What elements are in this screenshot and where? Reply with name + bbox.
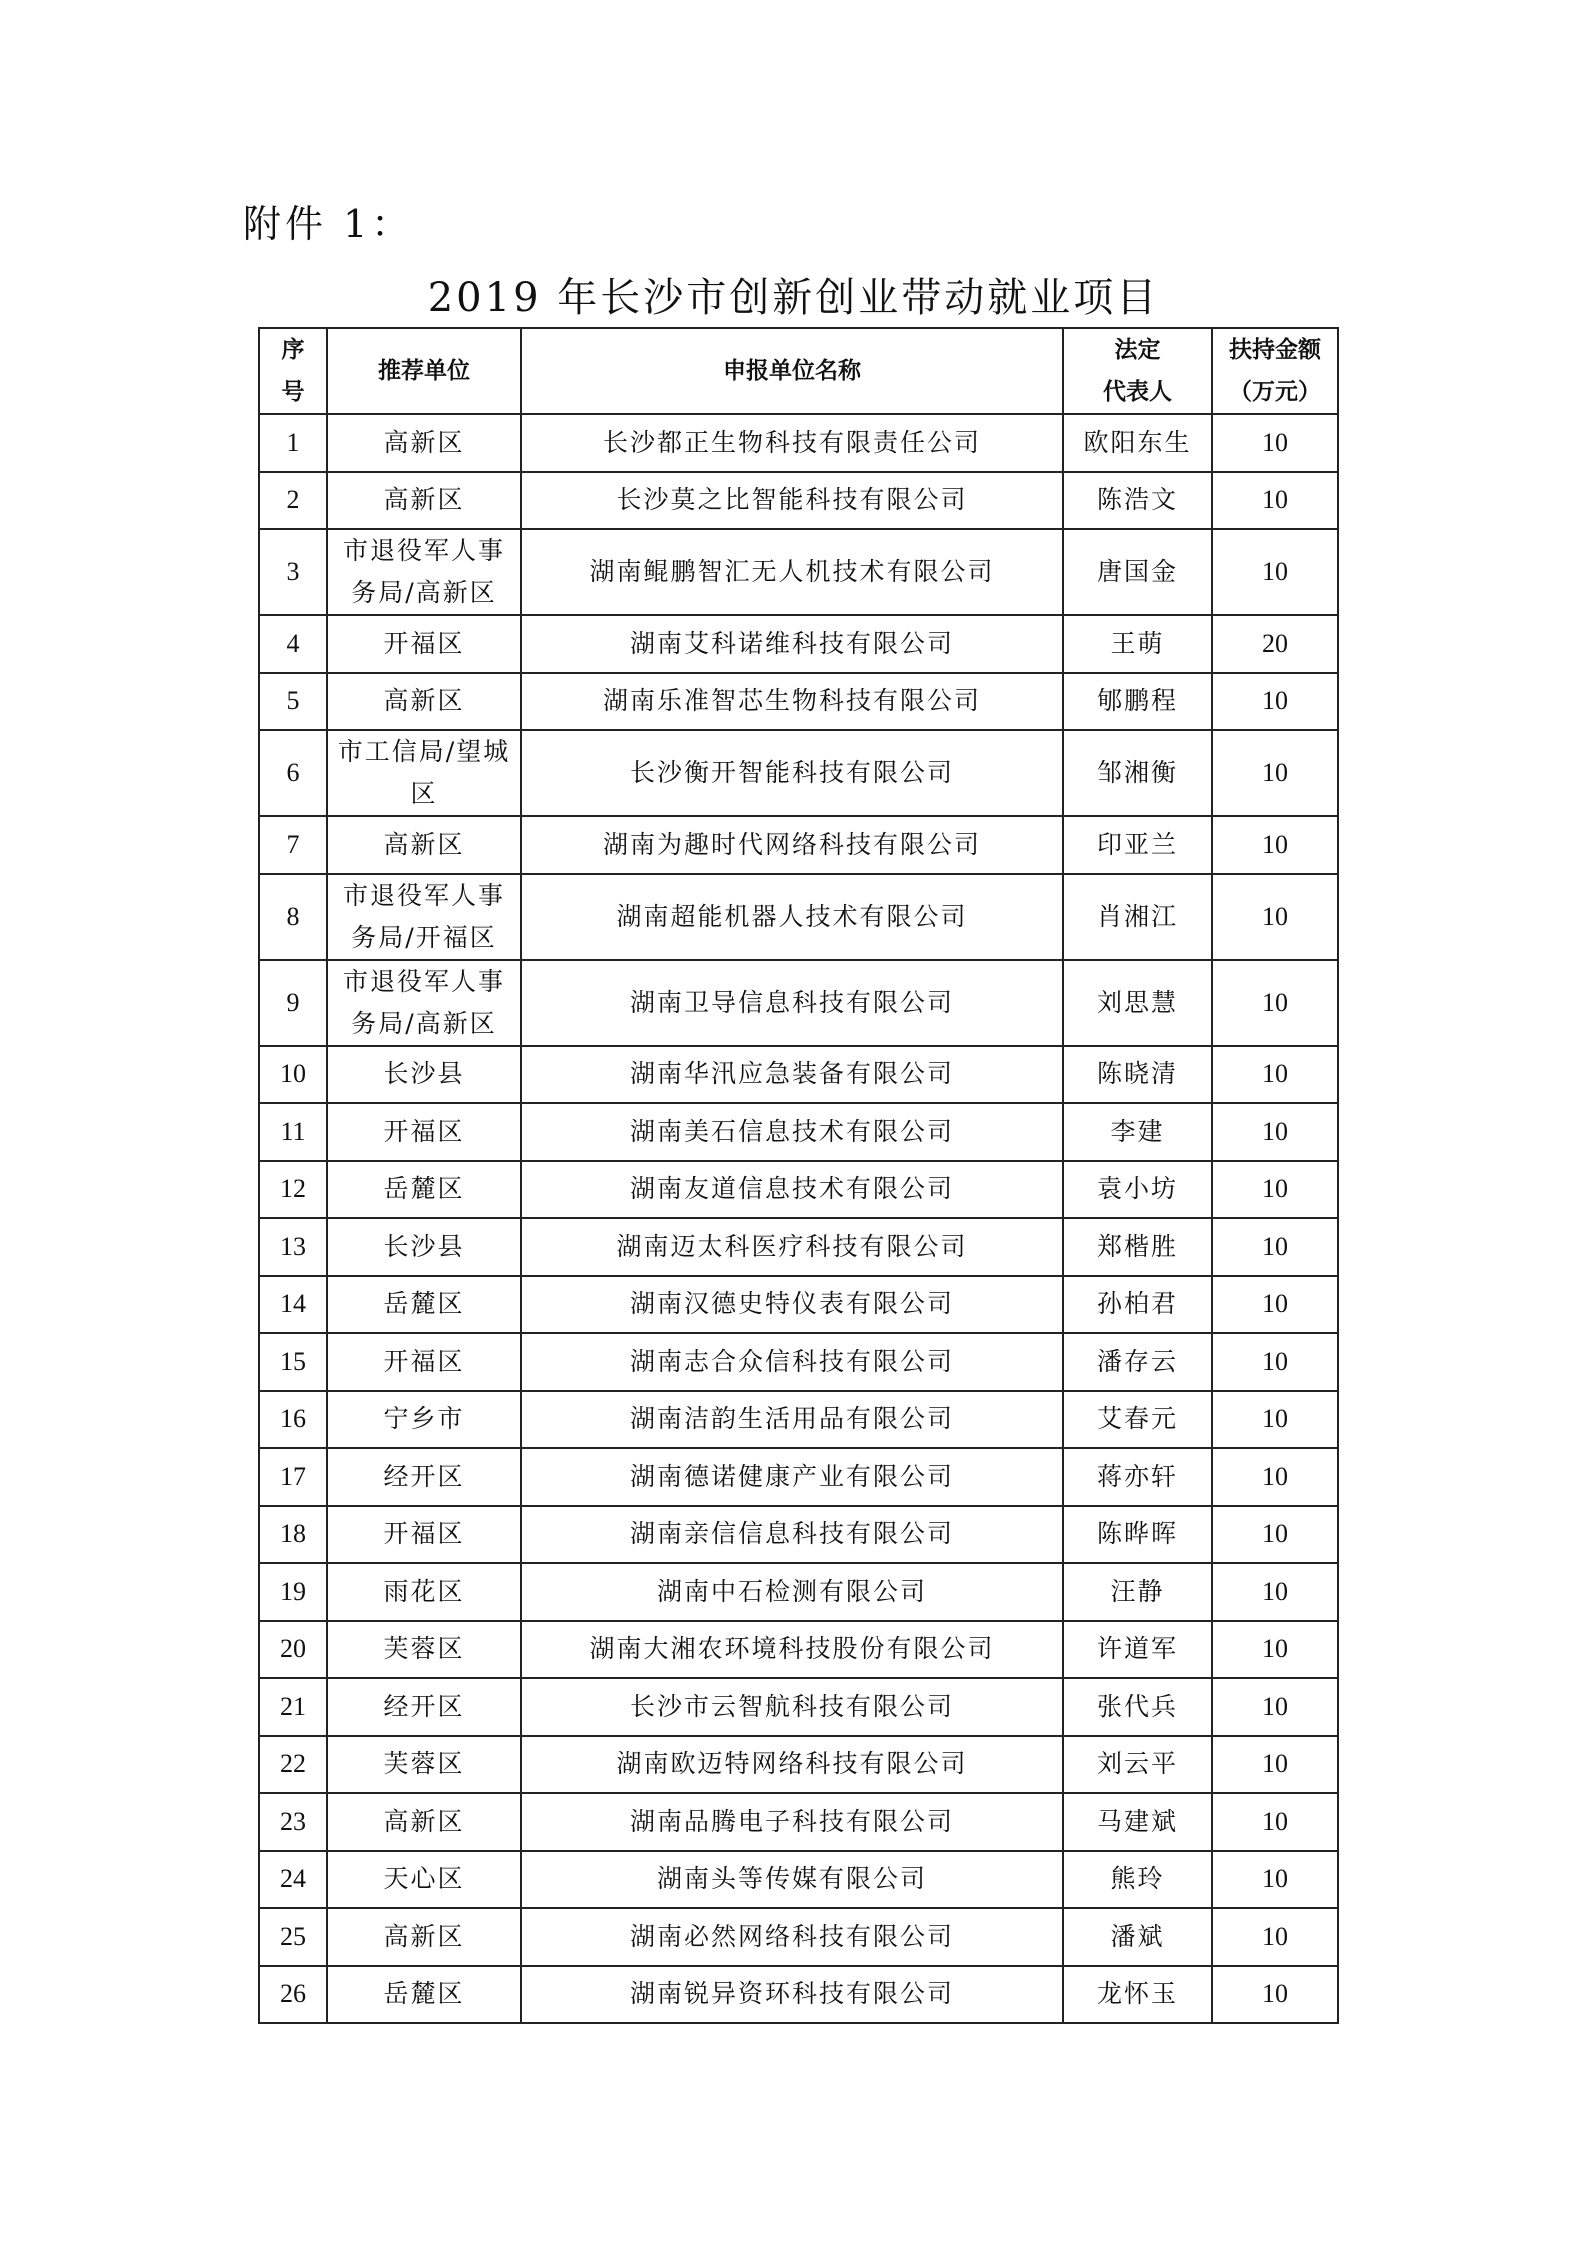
- row-recommender: 高新区: [327, 1908, 521, 1966]
- row-amount: 10: [1212, 673, 1338, 731]
- table-row: [259, 529, 1338, 615]
- table-row: [259, 1563, 1338, 1621]
- row-amount: 10: [1212, 1908, 1338, 1966]
- row-representative: 马建斌: [1063, 1793, 1212, 1851]
- row-recommender: 经开区: [327, 1448, 521, 1506]
- row-company: 湖南迈太科医疗科技有限公司: [521, 1218, 1063, 1276]
- row-seq: 23: [259, 1793, 327, 1851]
- row-company: 湖南亲信信息科技有限公司: [521, 1506, 1063, 1564]
- row-seq: 18: [259, 1506, 327, 1564]
- row-recommender: 经开区: [327, 1678, 521, 1736]
- row-recommender: 雨花区: [327, 1563, 521, 1621]
- row-seq: 8: [259, 874, 327, 960]
- table-row: [259, 1161, 1338, 1219]
- row-seq: 3: [259, 529, 327, 615]
- table-row: [259, 1506, 1338, 1564]
- row-recommender: 高新区: [327, 472, 521, 530]
- row-amount: 10: [1212, 1966, 1338, 2024]
- table-row: [259, 1908, 1338, 1966]
- row-representative: 印亚兰: [1063, 816, 1212, 874]
- row-recommender: 开福区: [327, 1506, 521, 1564]
- row-company: 长沙衡开智能科技有限公司: [521, 730, 1063, 816]
- table-row: [259, 1333, 1338, 1391]
- row-representative: 王萌: [1063, 615, 1212, 673]
- row-amount: 10: [1212, 1103, 1338, 1161]
- row-company: 湖南洁韵生活用品有限公司: [521, 1391, 1063, 1449]
- row-amount: 10: [1212, 1333, 1338, 1391]
- row-representative: 郑楷胜: [1063, 1218, 1212, 1276]
- row-recommender: 市退役军人事务局/高新区: [327, 529, 521, 615]
- row-seq: 12: [259, 1161, 327, 1219]
- row-representative: 邹湘衡: [1063, 730, 1212, 816]
- row-company: 湖南汉德史特仪表有限公司: [521, 1276, 1063, 1334]
- row-company: 湖南卫导信息科技有限公司: [521, 960, 1063, 1046]
- row-representative: 张代兵: [1063, 1678, 1212, 1736]
- row-amount: 10: [1212, 1736, 1338, 1794]
- table-row: [259, 1391, 1338, 1449]
- row-seq: 25: [259, 1908, 327, 1966]
- row-amount: 10: [1212, 960, 1338, 1046]
- row-amount: 10: [1212, 529, 1338, 615]
- row-company: 湖南大湘农环境科技股份有限公司: [521, 1621, 1063, 1679]
- row-company: 湖南华汛应急装备有限公司: [521, 1046, 1063, 1104]
- row-company: 长沙都正生物科技有限责任公司: [521, 414, 1063, 472]
- row-recommender: 开福区: [327, 1333, 521, 1391]
- row-representative: 汪静: [1063, 1563, 1212, 1621]
- row-company: 长沙市云智航科技有限公司: [521, 1678, 1063, 1736]
- table-row: [259, 1621, 1338, 1679]
- table-row: [259, 1276, 1338, 1334]
- row-recommender: 市工信局/望城区: [327, 730, 521, 816]
- row-amount: 10: [1212, 874, 1338, 960]
- table-row: [259, 874, 1338, 960]
- row-company: 湖南必然网络科技有限公司: [521, 1908, 1063, 1966]
- row-company: 湖南为趣时代网络科技有限公司: [521, 816, 1063, 874]
- row-company: 湖南艾科诺维科技有限公司: [521, 615, 1063, 673]
- row-company: 湖南乐准智芯生物科技有限公司: [521, 673, 1063, 731]
- table-row: [259, 1793, 1338, 1851]
- row-representative: 刘思慧: [1063, 960, 1212, 1046]
- row-amount: 10: [1212, 414, 1338, 472]
- table-row: [259, 1103, 1338, 1161]
- row-amount: 10: [1212, 1563, 1338, 1621]
- row-representative: 李建: [1063, 1103, 1212, 1161]
- row-recommender: 高新区: [327, 1793, 521, 1851]
- table-row: [259, 960, 1338, 1046]
- row-seq: 16: [259, 1391, 327, 1449]
- row-company: 湖南锐异资环科技有限公司: [521, 1966, 1063, 2024]
- row-representative: 潘斌: [1063, 1908, 1212, 1966]
- row-seq: 11: [259, 1103, 327, 1161]
- row-representative: 陈浩文: [1063, 472, 1212, 530]
- table-row: [259, 1678, 1338, 1736]
- header-amount: 扶持金额 （万元）: [1212, 328, 1338, 414]
- row-amount: 20: [1212, 615, 1338, 673]
- header-seq: 序 号: [259, 328, 327, 414]
- row-company: 湖南鲲鹏智汇无人机技术有限公司: [521, 529, 1063, 615]
- row-recommender: 芙蓉区: [327, 1736, 521, 1794]
- row-recommender: 长沙县: [327, 1218, 521, 1276]
- row-representative: 熊玲: [1063, 1851, 1212, 1909]
- row-representative: 蒋亦轩: [1063, 1448, 1212, 1506]
- row-recommender: 岳麓区: [327, 1966, 521, 2024]
- table-row: [259, 1448, 1338, 1506]
- row-representative: 袁小坊: [1063, 1161, 1212, 1219]
- table-row: [259, 730, 1338, 816]
- row-company: 湖南德诺健康产业有限公司: [521, 1448, 1063, 1506]
- row-amount: 10: [1212, 1621, 1338, 1679]
- row-recommender: 市退役军人事务局/高新区: [327, 960, 521, 1046]
- row-seq: 9: [259, 960, 327, 1046]
- row-seq: 24: [259, 1851, 327, 1909]
- table-row: [259, 1046, 1338, 1104]
- row-company: 湖南超能机器人技术有限公司: [521, 874, 1063, 960]
- table-row: [259, 816, 1338, 874]
- row-seq: 1: [259, 414, 327, 472]
- row-amount: 10: [1212, 816, 1338, 874]
- row-representative: 唐国金: [1063, 529, 1212, 615]
- row-recommender: 岳麓区: [327, 1276, 521, 1334]
- row-representative: 郇鹏程: [1063, 673, 1212, 731]
- row-amount: 10: [1212, 1218, 1338, 1276]
- table-row: [259, 1966, 1338, 2024]
- table-header-row: [259, 328, 1338, 414]
- row-recommender: 高新区: [327, 816, 521, 874]
- row-representative: 龙怀玉: [1063, 1966, 1212, 2024]
- table-row: [259, 1218, 1338, 1276]
- row-amount: 10: [1212, 1391, 1338, 1449]
- row-representative: 孙柏君: [1063, 1276, 1212, 1334]
- row-amount: 10: [1212, 1046, 1338, 1104]
- table-row: [259, 414, 1338, 472]
- row-seq: 21: [259, 1678, 327, 1736]
- project-table: [258, 327, 1339, 2024]
- row-company: 湖南欧迈特网络科技有限公司: [521, 1736, 1063, 1794]
- table-row: [259, 615, 1338, 673]
- row-amount: 10: [1212, 1793, 1338, 1851]
- row-seq: 7: [259, 816, 327, 874]
- row-representative: 欧阳东生: [1063, 414, 1212, 472]
- row-amount: 10: [1212, 1276, 1338, 1334]
- row-representative: 许道军: [1063, 1621, 1212, 1679]
- row-representative: 陈晓清: [1063, 1046, 1212, 1104]
- table-row: [259, 673, 1338, 731]
- row-representative: 陈晔晖: [1063, 1506, 1212, 1564]
- row-seq: 5: [259, 673, 327, 731]
- row-recommender: 高新区: [327, 414, 521, 472]
- row-representative: 刘云平: [1063, 1736, 1212, 1794]
- row-seq: 22: [259, 1736, 327, 1794]
- row-amount: 10: [1212, 1678, 1338, 1736]
- row-seq: 13: [259, 1218, 327, 1276]
- row-company: 湖南友道信息技术有限公司: [521, 1161, 1063, 1219]
- row-amount: 10: [1212, 1448, 1338, 1506]
- row-recommender: 岳麓区: [327, 1161, 521, 1219]
- row-seq: 26: [259, 1966, 327, 2024]
- table-row: [259, 1736, 1338, 1794]
- row-company: 湖南品腾电子科技有限公司: [521, 1793, 1063, 1851]
- header-company: 申报单位名称: [521, 328, 1063, 414]
- row-company: 湖南中石检测有限公司: [521, 1563, 1063, 1621]
- row-company: 湖南美石信息技术有限公司: [521, 1103, 1063, 1161]
- row-seq: 10: [259, 1046, 327, 1104]
- row-amount: 10: [1212, 1161, 1338, 1219]
- row-seq: 17: [259, 1448, 327, 1506]
- row-seq: 4: [259, 615, 327, 673]
- row-seq: 2: [259, 472, 327, 530]
- row-company: 长沙莫之比智能科技有限公司: [521, 472, 1063, 530]
- row-seq: 19: [259, 1563, 327, 1621]
- row-amount: 10: [1212, 1851, 1338, 1909]
- row-company: 湖南志合众信科技有限公司: [521, 1333, 1063, 1391]
- row-amount: 10: [1212, 730, 1338, 816]
- row-recommender: 开福区: [327, 1103, 521, 1161]
- row-company: 湖南头等传媒有限公司: [521, 1851, 1063, 1909]
- row-recommender: 市退役军人事务局/开福区: [327, 874, 521, 960]
- row-recommender: 宁乡市: [327, 1391, 521, 1449]
- row-representative: 肖湘江: [1063, 874, 1212, 960]
- row-recommender: 芙蓉区: [327, 1621, 521, 1679]
- row-recommender: 天心区: [327, 1851, 521, 1909]
- row-seq: 14: [259, 1276, 327, 1334]
- row-seq: 15: [259, 1333, 327, 1391]
- row-representative: 艾春元: [1063, 1391, 1212, 1449]
- row-seq: 6: [259, 730, 327, 816]
- row-amount: 10: [1212, 472, 1338, 530]
- row-recommender: 高新区: [327, 673, 521, 731]
- table-row: [259, 472, 1338, 530]
- header-representative: 法定 代表人: [1063, 328, 1212, 414]
- row-representative: 潘存云: [1063, 1333, 1212, 1391]
- header-recommender: 推荐单位: [327, 328, 521, 414]
- document-title: 2019 年长沙市创新创业带动就业项目: [427, 275, 1160, 321]
- row-recommender: 长沙县: [327, 1046, 521, 1104]
- table-row: [259, 1851, 1338, 1909]
- row-recommender: 开福区: [327, 615, 521, 673]
- row-amount: 10: [1212, 1506, 1338, 1564]
- attachment-label: 附件 1：: [243, 202, 414, 246]
- row-seq: 20: [259, 1621, 327, 1679]
